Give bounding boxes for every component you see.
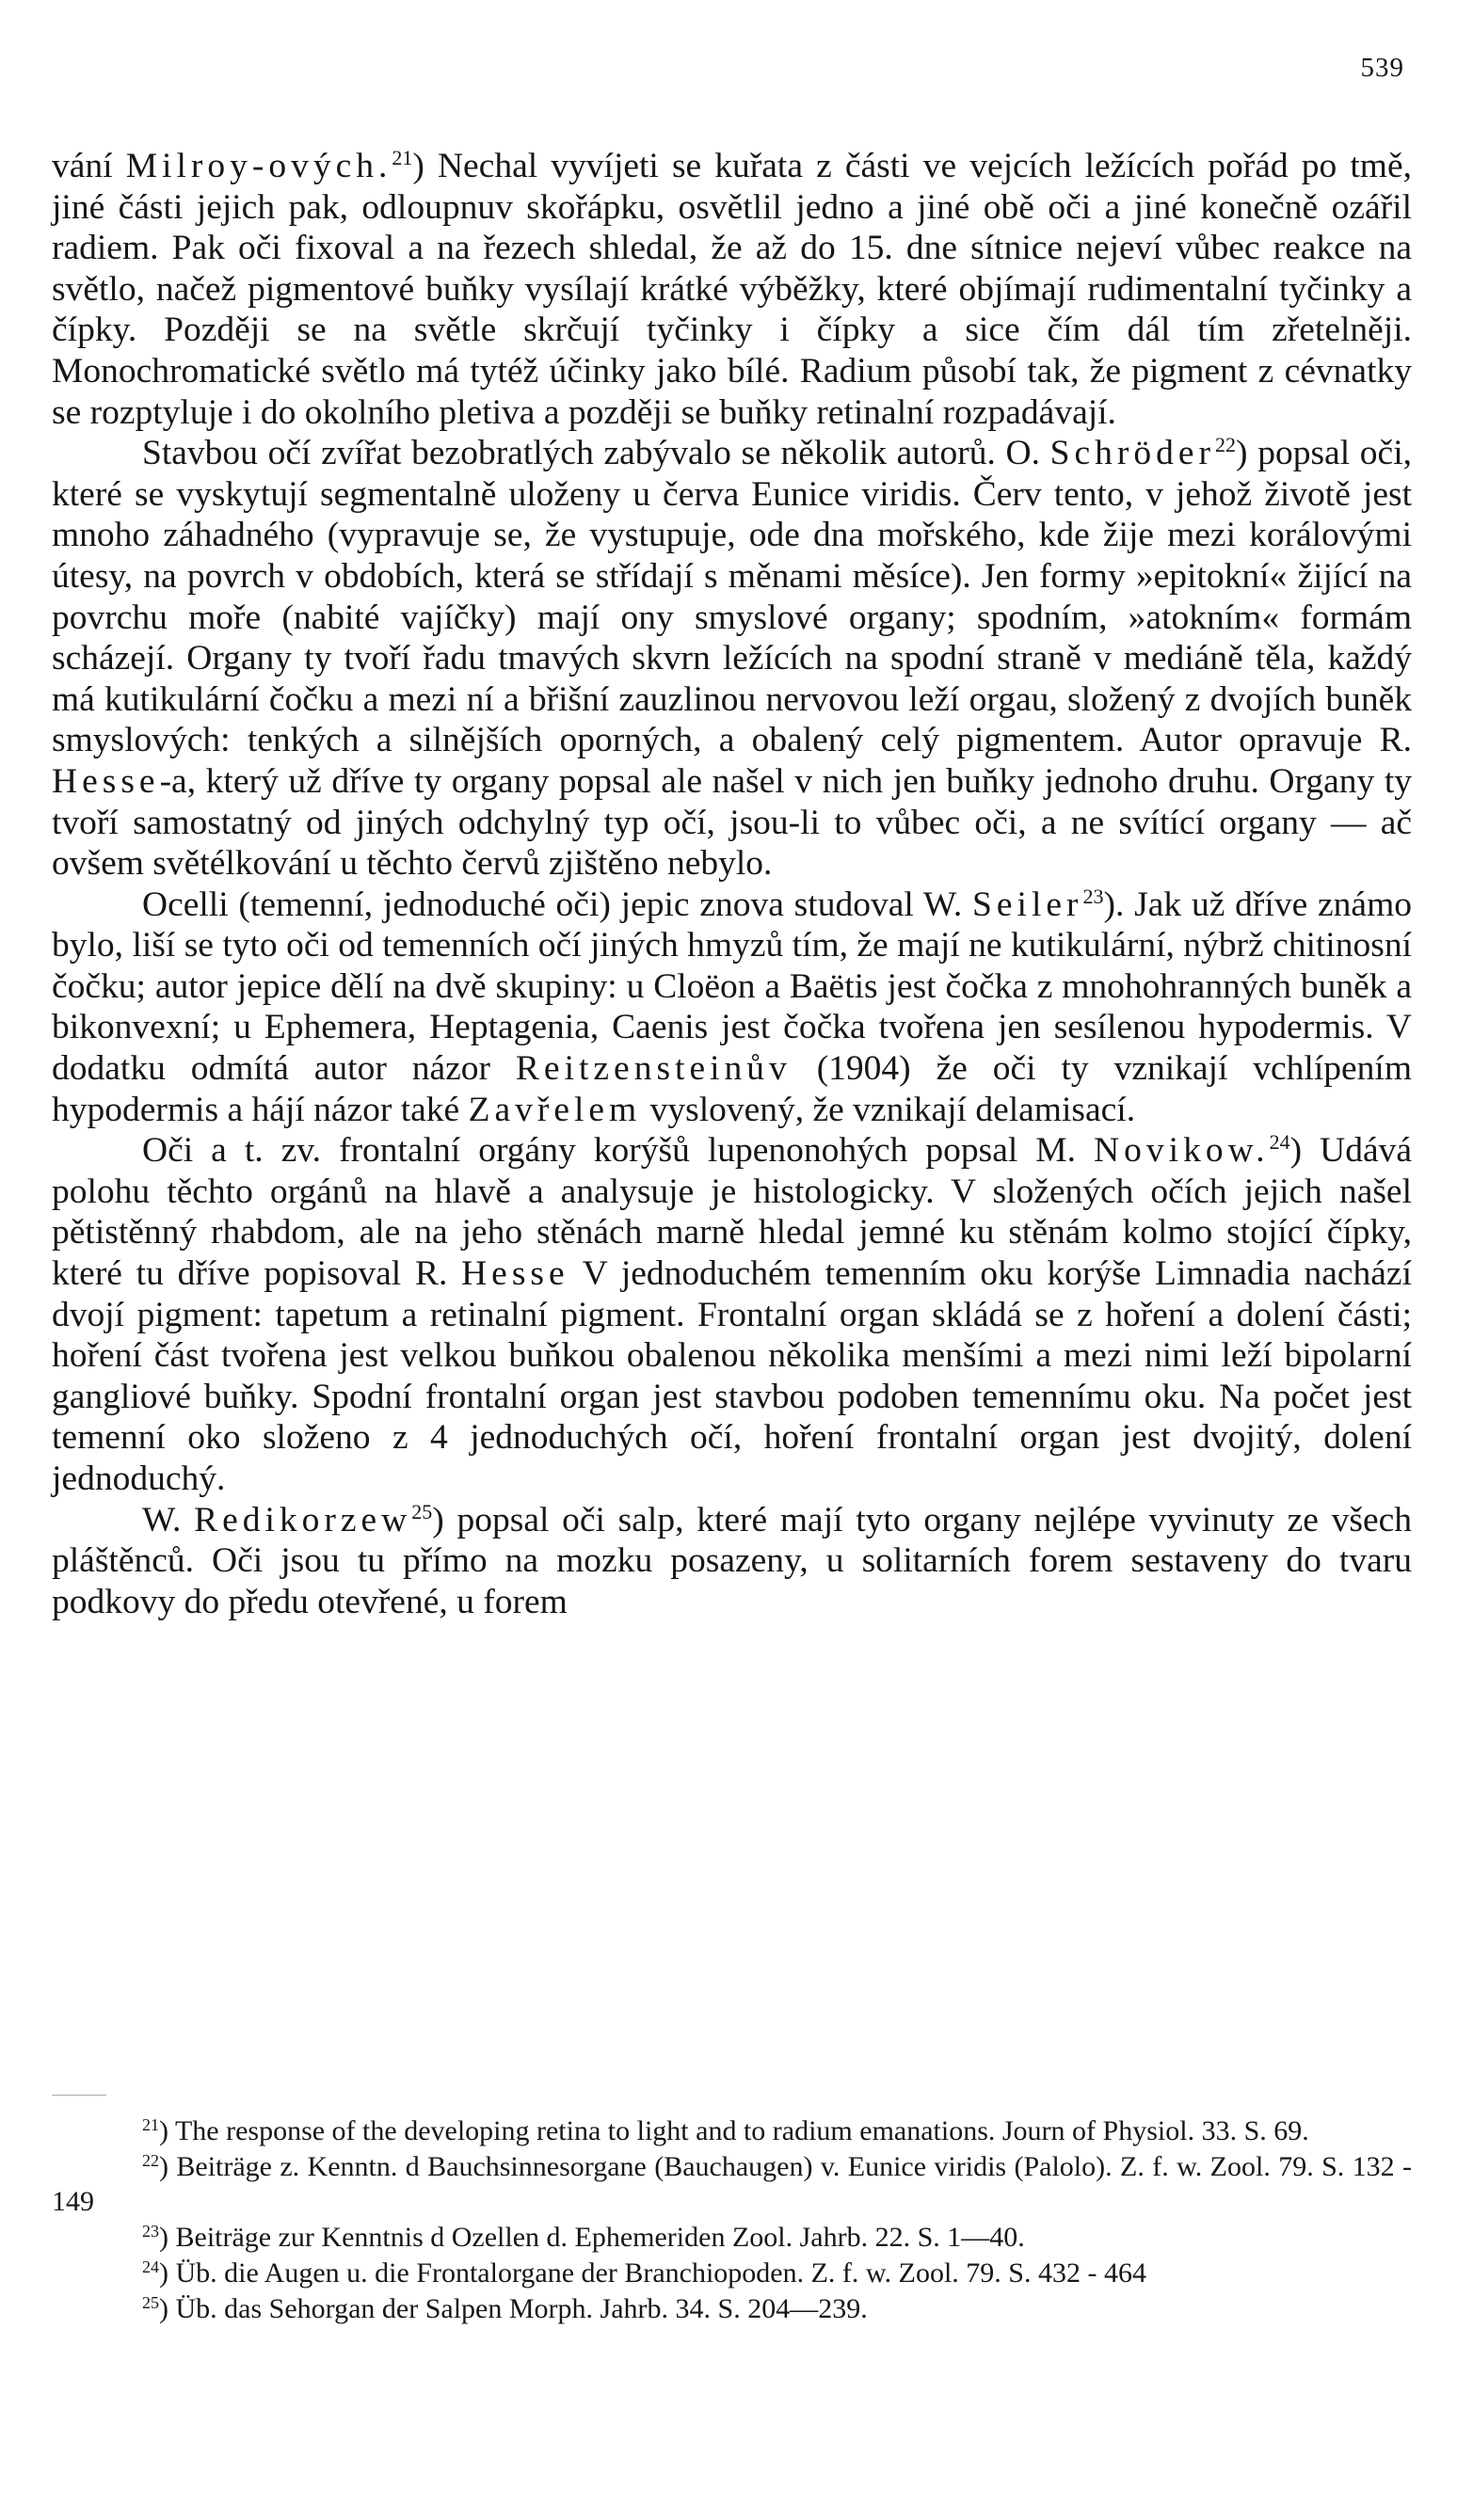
- footnote-ref: 22: [1215, 433, 1237, 457]
- footnote: $^{23}$) Beiträge zur Kenntnis d Ozellen d. Ephemeriden Zool. Jahrb. 22. S. 1—40.: [142, 2222, 1025, 2254]
- paragraph-milroy: vání Milroy-ových.$^{21}$) Nechal vyvíjeti se kuřata z části ve vejcích ležících pořád po tmě, jiné části jejich pak, odloupnuv skořápku, osvětlil jedno a jiné obě oči a jiné konečně ozářil radiem. Pak oči fixoval a na řezech shledal, že až do 15. dne sítnice nejeví vůbec reakce na světlo, načež pigmentové buňky vysílají krátké výběžky, které objímají rudimentalní tyčinky a čípky. Později se na světle skrčují tyčinky i čípky a sice čím dál tím zřetelněji. Monochromatické světlo má tytéž účinky jako bílé. Radium působí tak, že pigment z cévnatky se rozptyluje i do okolního pletiva a později se buňky retinalní rozpadávají.: [52, 146, 1412, 432]
- page-number: 539: [1360, 53, 1404, 83]
- paragraph-novikow: Oči a t. zv. frontalní orgány korýšů lupenonohých popsal M. Novikow.$^{24}$) Udává polohu těchto orgánů na hlavě a analysuje je histologicky. V složených očích jejich našel pětistěnný rhabdom, ale na jeho stěnách marně hledal jemné ku stěnám kolmo stojící čípky, které tu dříve popisoval R. Hesse V jednoduchém temenním oku korýše Limnadia nachází dvojí pigment: tapetum a retinalní pigment. Frontalní organ skládá se z hoření a dolení části; hoření část tvořena jest velkou buňkou obalenou několika menšími a mezi nimi leží bipolarní gangliové buňky. Spodní frontalní organ jest stavbou podoben temennímu oku. Na počet jest temenní oko složeno z 4 jednoduchých očí, hoření frontalní organ jest dvojitý, dolení jednoduchý.: [52, 1130, 1412, 1498]
- footnote-ref: 21: [392, 146, 413, 169]
- author-name: Hesse: [461, 1254, 569, 1294]
- footnotes: [52, 2113, 1412, 2326]
- paragraph-seiler: Ocelli (temenní, jednoduché oči) jepic znova studoval W. Seiler$^{23}$). Jak už dříve známo bylo, liší se tyto oči od temenních očí jiných hmyzů tím, že mají ne kutikulární, nýbrž chitinosní čočku; autor jepice dělí na dvě skupiny: u Cloëon a Baëtis jest čočka z mnohohranných buněk a bikonvexní; u Ephemera, Heptagenia, Caenis jest čočka tvořena jen sesílenou hypodermis. V dodatku odmítá autor názor Reitzensteinův (1904) že oči ty vznikají vchlípením hypodermis a hájí názor také Zavřelem vyslovený, že vznikají delamisací.: [52, 884, 1412, 1129]
- author-name: Hesse: [52, 761, 160, 801]
- footnote: $^{21}$) The response of the developing retina to light and to radium emanations. Journ of Physiol. 33. S. 69.: [142, 2115, 1309, 2146]
- author-name: Schröder: [1049, 434, 1216, 473]
- footnote-ref: 25: [411, 1499, 433, 1523]
- paragraph-schroder: Stavbou očí zvířat bezobratlých zabývalo se několik autorů. O. Schröder$^{22}$) popsal oči, které se vyskytují segmentalně uloženy u červa Eunice viridis. Červ tento, v jehož životě jest mnoho záhadného (vypravuje se, že vystupuje, ode dna mořského, kde žije mezi korálovými útesy, na povrch v obdobích, která se střídají s měnami měsíce). Jen formy »epitokní« žijící na povrchu moře (nabité vajíčky) mají ony smyslové organy; spodním, »atokním« formám scházejí. Organy ty tvoří řadu tmavých skvrn ležících na spodní straně v mediáně těla, každý má kutikulární čočku a mezi ní a břišní zauzlinou nervovou leží orgau, složený z dvojích buněk smyslových: tenkých a silnějších oporných, a obalený celý pigmentem. Autor opravuje R. Hesse-a, který už dříve ty organy popsal ale našel v nich jen buňky jednoho druhu. Organy ty tvoří samostatný od jiných odchylný typ očí, jsou-li to vůbec oči, a ne svítící organy — ač ovšem světélkování u těchto červů zjištěno nebylo.: [52, 433, 1412, 884]
- paragraph-redikorzew: W. Redikorzew$^{25}$) popsal oči salp, které mají tyto organy nejlépe vyvinuty ze všech pláštěnců. Oči jsou tu přímo na mozku posazeny, u solitarních forem sestaveny do tvaru podkovy do předu otevřené, u forem: [52, 1499, 1413, 1621]
- footnote: $^{24}$) Üb. die Augen u. die Frontalorgane der Branchiopoden. Z. f. w. Zool. 79. S. 432 - 464: [142, 2257, 1146, 2289]
- author-name: Novikow.: [1094, 1131, 1270, 1171]
- body-text: [52, 146, 1412, 1622]
- author-name: Seiler: [972, 885, 1083, 924]
- footnote: $^{25}$) Üb. das Sehorgan der Salpen Morph. Jahrb. 34. S. 204—239.: [142, 2292, 868, 2324]
- footnote: $^{22}$) Beiträge z. Kenntn. d Bauchsinnesorgane (Bauchaugen) v. Eunice viridis (Palolo). Z. f. w. Zool. 79. S. 132 - 149: [52, 2150, 1412, 2218]
- footnote-divider: [52, 2095, 106, 2096]
- author-name: Milroy-ových.: [125, 147, 392, 185]
- footnote-ref: 23: [1082, 884, 1104, 908]
- author-name: Reitzensteinův: [515, 1049, 792, 1089]
- footnote-ref: 24: [1269, 1130, 1290, 1155]
- author-name: Zavřelem: [468, 1090, 642, 1129]
- author-name: Redikorzew: [194, 1500, 412, 1539]
